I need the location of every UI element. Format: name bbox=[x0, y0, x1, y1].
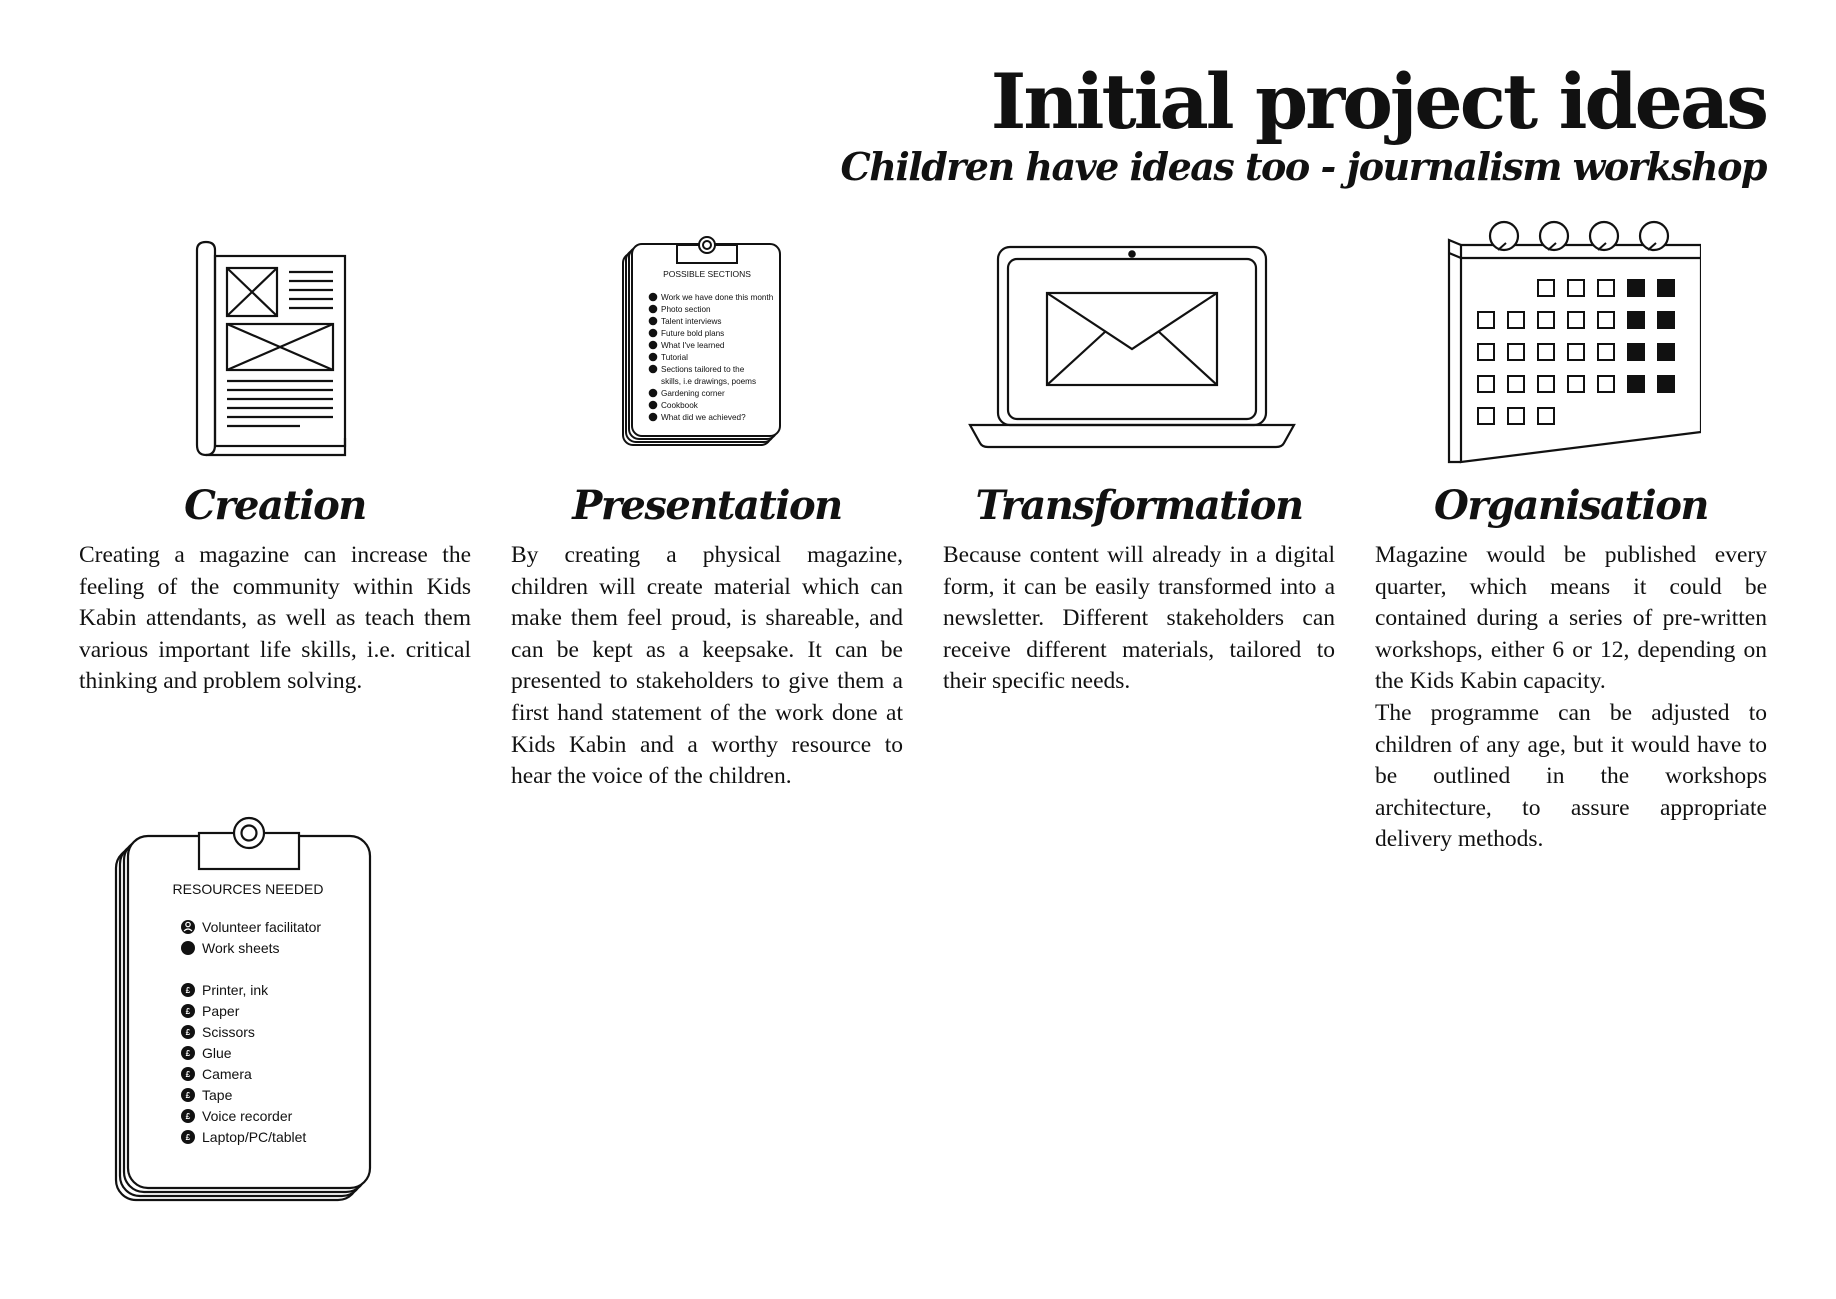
svg-text:£: £ bbox=[185, 1112, 191, 1121]
section-heading-presentation: Presentation bbox=[572, 482, 842, 529]
section-heading-organisation: Organisation bbox=[1434, 482, 1708, 529]
laptop-envelope-icon bbox=[968, 245, 1296, 450]
list-item: Work we have done this month bbox=[661, 293, 774, 302]
paragraph: The programme can be adjusted to children of any age, but it would have to be outlined in the workshops architecture, to assure appropriate delivery methods. bbox=[1375, 699, 1767, 853]
page-subtitle: Children have ideas too - journalism workshop bbox=[840, 144, 1766, 189]
list-item: Scissors bbox=[202, 1024, 255, 1040]
resources-text bbox=[114, 815, 376, 1207]
newspaper-icon bbox=[195, 240, 355, 465]
svg-text:£: £ bbox=[185, 986, 191, 995]
page-title: Initial project ideas bbox=[990, 57, 1766, 146]
list-item: What did we achieved? bbox=[661, 413, 746, 422]
section-body-transformation bbox=[943, 540, 1335, 698]
section-heading-creation: Creation bbox=[184, 482, 366, 529]
possible-sections-text bbox=[621, 235, 786, 450]
section-body-creation bbox=[79, 540, 471, 698]
list-item: Work sheets bbox=[202, 940, 280, 956]
paragraph: By creating a physical magazine, children will create material which can make them feel proud, is shareable, and can be kept as a keepsake. It can be presented to stakeholders to give them a first hand statement of the work done at Kids Kabin and a worthy resource to hear the voice of the children. bbox=[511, 542, 903, 790]
list-item: Talent interviews bbox=[661, 317, 722, 326]
list-item: Sections tailored to the bbox=[661, 365, 745, 374]
list-item: skills, i.e drawings, poems bbox=[661, 377, 757, 386]
list-item: Laptop/PC/tablet bbox=[202, 1129, 307, 1145]
svg-text:£: £ bbox=[185, 1133, 191, 1142]
svg-text:£: £ bbox=[185, 1007, 191, 1016]
list-item: Camera bbox=[202, 1066, 252, 1082]
calendar-icon bbox=[1441, 220, 1701, 470]
paragraph: Magazine would be published every quarter, which means it could be contained during a series of pre-written workshops, either 6 or 12, depending on the Kids Kabin capacity. bbox=[1375, 542, 1767, 695]
list-item: Printer, ink bbox=[202, 982, 269, 998]
list-item: Tape bbox=[202, 1087, 233, 1103]
paragraph: Because content will already in a digital form, it can be easily transformed into a newsletter. Different stakeholders can receive different materials, tailored to their specific needs. bbox=[943, 542, 1335, 695]
possible-sections-title: POSSIBLE SECTIONS bbox=[663, 269, 751, 279]
section-body-presentation bbox=[511, 540, 903, 793]
resources-title: RESOURCES NEEDED bbox=[172, 881, 324, 897]
list-item: Tutorial bbox=[661, 353, 688, 362]
list-item: Paper bbox=[202, 1003, 240, 1019]
list-item: Volunteer facilitator bbox=[202, 919, 322, 935]
list-item: Gardening corner bbox=[661, 389, 725, 398]
svg-text:£: £ bbox=[185, 1091, 191, 1100]
list-item: Future bold plans bbox=[661, 329, 725, 338]
section-body-organisation bbox=[1375, 540, 1767, 856]
paragraph: Creating a magazine can increase the feeling of the community within Kids Kabin attendants, as well as teach them various important life skills, i.e. critical thinking and problem solving. bbox=[79, 542, 471, 695]
svg-text:£: £ bbox=[185, 1028, 191, 1037]
list-item: Cookbook bbox=[661, 401, 698, 410]
list-item: Voice recorder bbox=[202, 1108, 293, 1124]
list-item: Photo section bbox=[661, 305, 711, 314]
section-heading-transformation: Transformation bbox=[975, 482, 1303, 529]
list-item: What I've learned bbox=[661, 341, 725, 350]
list-item: Glue bbox=[202, 1045, 232, 1061]
svg-text:£: £ bbox=[185, 1070, 191, 1079]
svg-text:£: £ bbox=[185, 1049, 191, 1058]
